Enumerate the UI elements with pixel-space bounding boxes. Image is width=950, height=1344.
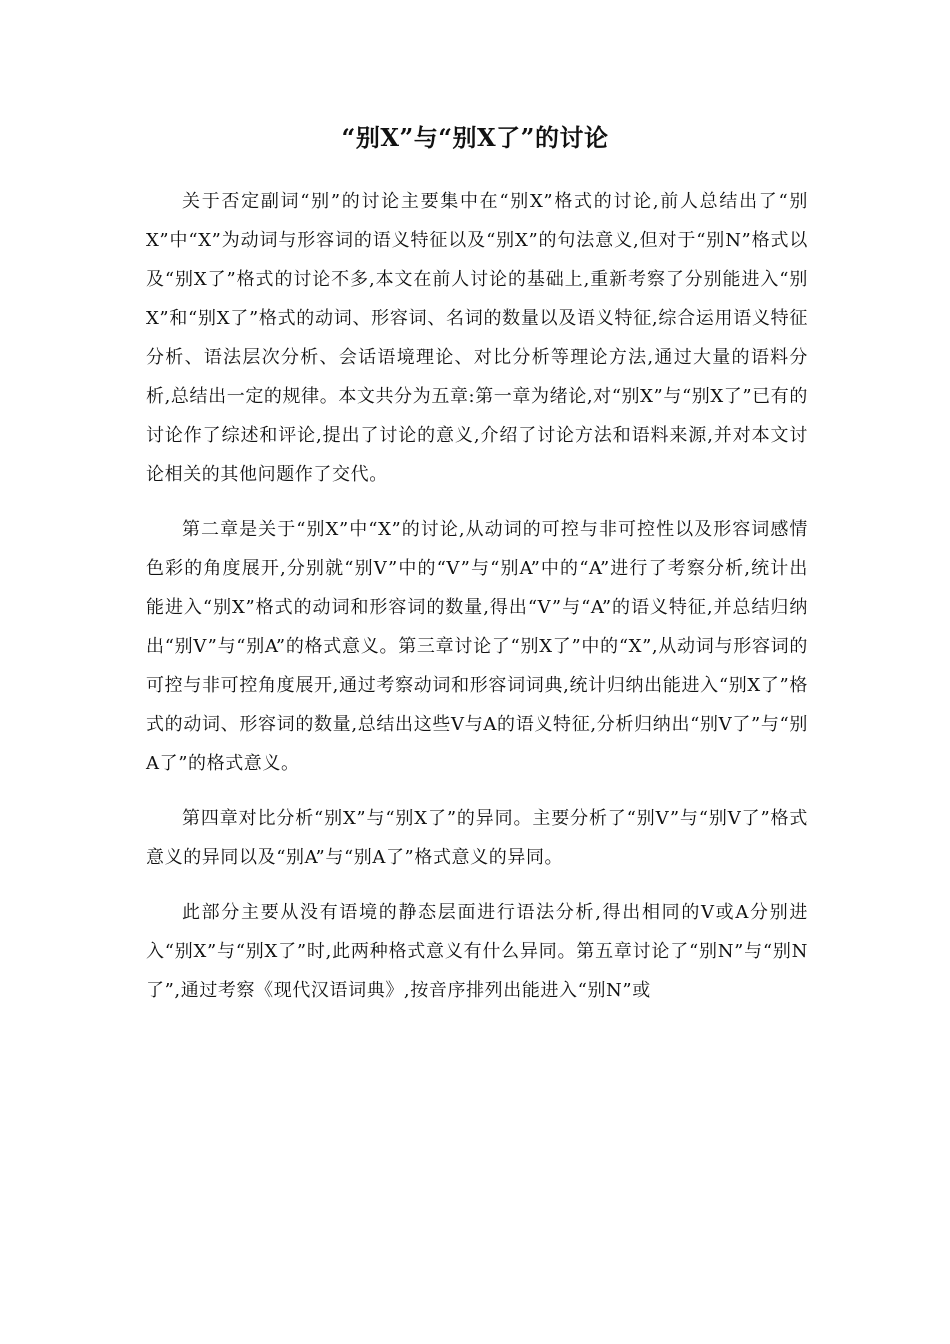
- paragraph-2: 第二章是关于“别X”中“X”的讨论,从动词的可控与非可控性以及形容词感情色彩的角度展开,分别就“别V”中的“V”与“别A”中的“A”进行了考察分析,统计出能进入“别X”格式的动词和形容词的数量,得出“V”与“A”的语义特征,并总结归纳出“别V”与“别A”的格式意义。第三章讨论了“别X了”中的“X”,从动词与形容词的可控与非可控角度展开,通过考察动词和形容词词典,统计归纳出能进入“别X了”格式的动词、形容词的数量,总结出这些V与A的语义特征,分析归纳出“别V了”与“别A了”的格式意义。: [146, 519, 808, 774]
- paragraph-4: 此部分主要从没有语境的静态层面进行语法分析,得出相同的V或A分别进入“别X”与“别X了”时,此两种格式意义有什么异同。第五章讨论了“别N”与“别N了”,通过考察《现代汉语词典》,按音序排列出能进入“别N”或: [146, 902, 808, 1001]
- document-title: “别X”与“别X了”的讨论: [341, 123, 609, 152]
- paragraph-3: 第四章对比分析“别X”与“别X了”的异同。主要分析了“别V”与“别V了”格式意义的异同以及“别A”与“别A了”格式意义的异同。: [146, 808, 808, 868]
- paragraph-1: 关于否定副词“别”的讨论主要集中在“别X”格式的讨论,前人总结出了“别X”中“X”为动词与形容词的语义特征以及“别X”的句法意义,但对于“别N”格式以及“别X了”格式的讨论不多,本文在前人讨论的基础上,重新考察了分别能进入“别X”和“别X了”格式的动词、形容词、名词的数量以及语义特征,综合运用语义特征分析、语法层次分析、会话语境理论、对比分析等理论方法,通过大量的语料分析,总结出一定的规律。本文共分为五章:第一章为绪论,对“别X”与“别X了”已有的讨论作了综述和评论,提出了讨论的意义,介绍了讨论方法和语料来源,并对本文讨论相关的其他问题作了交代。: [146, 191, 808, 485]
- document-body: [146, 182, 808, 1026]
